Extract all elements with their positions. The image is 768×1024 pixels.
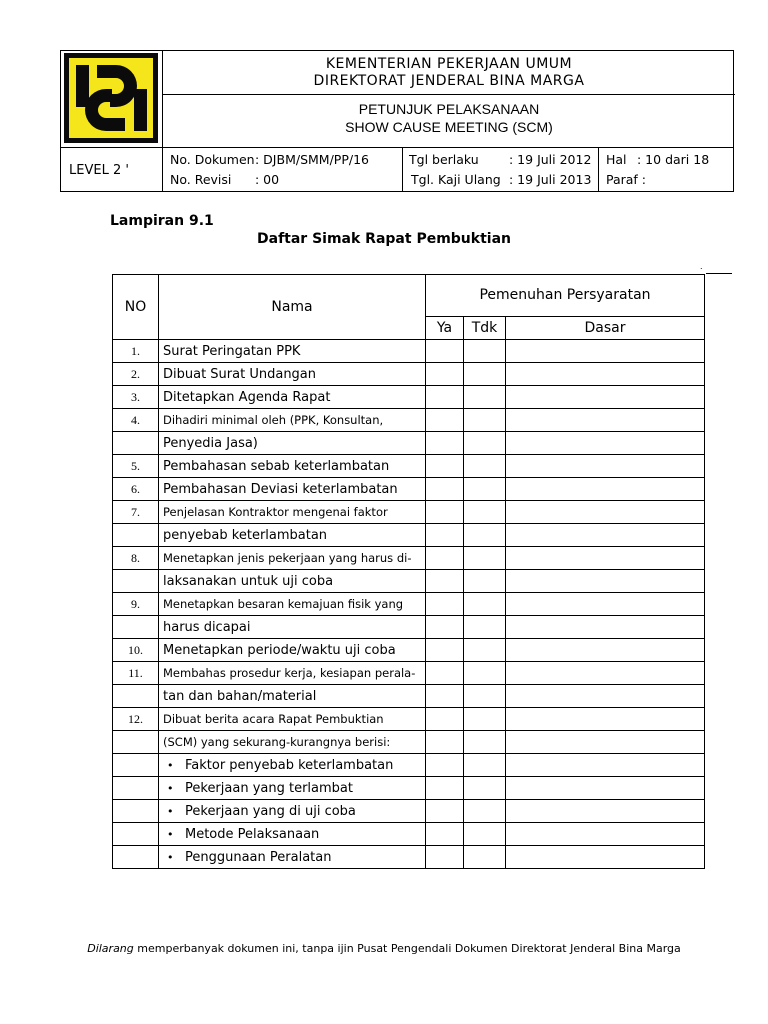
row-nama: harus dicapai bbox=[159, 616, 426, 639]
row-nama: Pembahasan sebab keterlambatan bbox=[159, 455, 426, 478]
row-number bbox=[113, 754, 159, 777]
dasar-cell[interactable] bbox=[506, 501, 705, 524]
row-number bbox=[113, 685, 159, 708]
row-nama: (SCM) yang sekurang-kurangnya berisi: bbox=[159, 731, 426, 754]
row-nama bbox=[159, 846, 426, 869]
page-cell bbox=[599, 148, 733, 192]
row-nama: Penyedia Jasa) bbox=[159, 432, 426, 455]
ya-checkbox-cell[interactable] bbox=[426, 823, 464, 846]
appendix-label: Lampiran 9.1 bbox=[110, 213, 214, 229]
date-cell bbox=[403, 148, 599, 192]
ministry-line-1: KEMENTERIAN PEKERJAAN UMUM bbox=[325, 56, 573, 72]
tgl-berlaku-value: : 19 Juli 2012 bbox=[509, 152, 592, 167]
tdk-checkbox-cell[interactable] bbox=[464, 800, 506, 823]
tdk-checkbox-cell[interactable] bbox=[464, 823, 506, 846]
table-row bbox=[113, 823, 705, 846]
dasar-cell[interactable] bbox=[506, 570, 705, 593]
table-row bbox=[113, 409, 705, 432]
row-nama: Pembahasan Deviasi keterlambatan bbox=[159, 478, 426, 501]
ya-checkbox-cell[interactable] bbox=[426, 800, 464, 823]
dasar-cell[interactable] bbox=[506, 777, 705, 800]
col-header-tdk: Tdk bbox=[464, 316, 506, 339]
footer-notice bbox=[0, 942, 768, 955]
footer-italic: Dilarang bbox=[87, 942, 134, 955]
tdk-checkbox-cell[interactable] bbox=[464, 363, 506, 386]
tdk-checkbox-cell[interactable] bbox=[464, 662, 506, 685]
tdk-checkbox-cell[interactable] bbox=[464, 386, 506, 409]
tdk-checkbox-cell[interactable] bbox=[464, 777, 506, 800]
tgl-berlaku-label: Tgl berlaku bbox=[409, 152, 479, 167]
row-number bbox=[113, 524, 159, 547]
dasar-cell[interactable] bbox=[506, 685, 705, 708]
tdk-checkbox-cell[interactable] bbox=[464, 455, 506, 478]
row-nama: Penjelasan Kontraktor mengenai faktor bbox=[159, 501, 426, 524]
bullet-item: • Pekerjaan yang di uji coba bbox=[163, 804, 356, 819]
col-header-nama: Nama bbox=[159, 275, 426, 340]
dasar-cell[interactable] bbox=[506, 524, 705, 547]
hal-label: Hal bbox=[606, 152, 627, 167]
ya-checkbox-cell[interactable] bbox=[426, 754, 464, 777]
doc-no-value: : DJBM/SMM/PP/16 bbox=[255, 152, 369, 167]
table-row bbox=[113, 639, 705, 662]
title-line-2: SHOW CAUSE MEETING (SCM) bbox=[345, 119, 553, 135]
level-cell bbox=[61, 148, 163, 192]
dasar-cell[interactable] bbox=[506, 478, 705, 501]
ya-checkbox-cell[interactable] bbox=[426, 846, 464, 869]
tdk-checkbox-cell[interactable] bbox=[464, 524, 506, 547]
dasar-cell[interactable] bbox=[506, 547, 705, 570]
table-row bbox=[113, 777, 705, 800]
tdk-checkbox-cell[interactable] bbox=[464, 616, 506, 639]
ya-checkbox-cell[interactable] bbox=[426, 731, 464, 754]
ya-checkbox-cell[interactable] bbox=[426, 501, 464, 524]
tgl-kaji-label: Tgl. Kaji Ulang bbox=[411, 172, 501, 187]
ya-checkbox-cell[interactable] bbox=[426, 593, 464, 616]
row-nama bbox=[159, 777, 426, 800]
table-row bbox=[113, 685, 705, 708]
checklist-title: Daftar Simak Rapat Pembuktian bbox=[257, 231, 511, 247]
table-row bbox=[113, 455, 705, 478]
ya-checkbox-cell[interactable] bbox=[426, 363, 464, 386]
table-row bbox=[113, 800, 705, 823]
level-label: LEVEL 2 ' bbox=[69, 163, 129, 178]
pu-ministry-logo-icon bbox=[64, 53, 158, 143]
row-number bbox=[113, 731, 159, 754]
doc-no-label: No. Dokumen bbox=[170, 152, 255, 167]
row-number bbox=[113, 570, 159, 593]
tdk-checkbox-cell[interactable] bbox=[464, 409, 506, 432]
ministry-name bbox=[163, 51, 735, 95]
table-row bbox=[113, 616, 705, 639]
ya-checkbox-cell[interactable] bbox=[426, 547, 464, 570]
col-header-dasar: Dasar bbox=[506, 316, 705, 339]
row-number: 3. bbox=[113, 386, 159, 409]
dasar-cell[interactable] bbox=[506, 662, 705, 685]
bullet-item: • Penggunaan Peralatan bbox=[163, 850, 331, 865]
row-number bbox=[113, 823, 159, 846]
ya-checkbox-cell[interactable] bbox=[426, 570, 464, 593]
tdk-checkbox-cell[interactable] bbox=[464, 754, 506, 777]
dasar-cell[interactable] bbox=[506, 386, 705, 409]
row-nama: Menetapkan periode/waktu uji coba bbox=[159, 639, 426, 662]
row-nama: Dibuat Surat Undangan bbox=[159, 363, 426, 386]
tdk-checkbox-cell[interactable] bbox=[464, 685, 506, 708]
dasar-cell[interactable] bbox=[506, 731, 705, 754]
ya-checkbox-cell[interactable] bbox=[426, 478, 464, 501]
row-nama bbox=[159, 754, 426, 777]
stray-dot: . bbox=[700, 262, 703, 271]
row-number: 9. bbox=[113, 593, 159, 616]
ya-checkbox-cell[interactable] bbox=[426, 708, 464, 731]
footer-text: memperbanyak dokumen ini, tanpa ijin Pusat Pengendali Dokumen Direktorat Jenderal Bina Marga bbox=[133, 942, 681, 955]
col-header-group: Pemenuhan Persyaratan bbox=[426, 275, 705, 317]
ministry-line-2: DIREKTORAT JENDERAL BINA MARGA bbox=[313, 73, 585, 89]
ya-checkbox-cell[interactable] bbox=[426, 777, 464, 800]
tdk-checkbox-cell[interactable] bbox=[464, 570, 506, 593]
row-number: 1. bbox=[113, 340, 159, 363]
ya-checkbox-cell[interactable] bbox=[426, 616, 464, 639]
revisi-value: : 00 bbox=[255, 172, 280, 187]
bullet-item: • Metode Pelaksanaan bbox=[163, 827, 319, 842]
row-number bbox=[113, 846, 159, 869]
dasar-cell[interactable] bbox=[506, 639, 705, 662]
table-row bbox=[113, 754, 705, 777]
row-number: 11. bbox=[113, 662, 159, 685]
row-nama: tan dan bahan/material bbox=[159, 685, 426, 708]
row-nama bbox=[159, 823, 426, 846]
row-nama: penyebab keterlambatan bbox=[159, 524, 426, 547]
tdk-checkbox-cell[interactable] bbox=[464, 593, 506, 616]
tdk-checkbox-cell[interactable] bbox=[464, 501, 506, 524]
row-number: 10. bbox=[113, 639, 159, 662]
ya-checkbox-cell[interactable] bbox=[426, 685, 464, 708]
row-number: 4. bbox=[113, 409, 159, 432]
row-number bbox=[113, 616, 159, 639]
ya-checkbox-cell[interactable] bbox=[426, 662, 464, 685]
table-row bbox=[113, 386, 705, 409]
tdk-checkbox-cell[interactable] bbox=[464, 547, 506, 570]
row-nama: Ditetapkan Agenda Rapat bbox=[159, 386, 426, 409]
ya-checkbox-cell[interactable] bbox=[426, 386, 464, 409]
document-title-box bbox=[163, 95, 735, 152]
dasar-cell[interactable] bbox=[506, 455, 705, 478]
row-number: 7. bbox=[113, 501, 159, 524]
row-nama: Menetapkan besaran kemajuan fisik yang bbox=[159, 593, 426, 616]
row-number bbox=[113, 777, 159, 800]
row-number: 8. bbox=[113, 547, 159, 570]
table-row bbox=[113, 846, 705, 869]
doc-number-cell bbox=[163, 148, 403, 192]
table-row bbox=[113, 432, 705, 455]
title-line-1: PETUNJUK PELAKSANAAN bbox=[358, 101, 540, 117]
row-nama: Dibuat berita acara Rapat Pembuktian bbox=[159, 708, 426, 731]
table-row bbox=[113, 593, 705, 616]
ya-checkbox-cell[interactable] bbox=[426, 524, 464, 547]
checklist-table bbox=[112, 274, 705, 869]
table-row bbox=[113, 340, 705, 363]
tdk-checkbox-cell[interactable] bbox=[464, 846, 506, 869]
ya-checkbox-cell[interactable] bbox=[426, 409, 464, 432]
dasar-cell[interactable] bbox=[506, 593, 705, 616]
document-meta-row bbox=[61, 147, 733, 192]
document-header bbox=[60, 50, 734, 192]
tdk-checkbox-cell[interactable] bbox=[464, 432, 506, 455]
hal-value: : 10 dari 18 bbox=[637, 152, 710, 167]
dasar-cell[interactable] bbox=[506, 616, 705, 639]
table-top-rule bbox=[706, 273, 732, 274]
dasar-cell[interactable] bbox=[506, 846, 705, 869]
table-row bbox=[113, 478, 705, 501]
row-nama: Membahas prosedur kerja, kesiapan perala- bbox=[159, 662, 426, 685]
dasar-cell[interactable] bbox=[506, 708, 705, 731]
row-number: 5. bbox=[113, 455, 159, 478]
row-number: 2. bbox=[113, 363, 159, 386]
table-row bbox=[113, 570, 705, 593]
paraf-label: Paraf : bbox=[606, 172, 647, 187]
tdk-checkbox-cell[interactable] bbox=[464, 708, 506, 731]
dasar-cell[interactable] bbox=[506, 754, 705, 777]
row-number bbox=[113, 800, 159, 823]
table-row bbox=[113, 708, 705, 731]
tgl-kaji-value: : 19 Juli 2013 bbox=[509, 172, 592, 187]
table-row bbox=[113, 731, 705, 754]
row-number: 12. bbox=[113, 708, 159, 731]
bullet-item: • Faktor penyebab keterlambatan bbox=[163, 758, 393, 773]
table-row bbox=[113, 662, 705, 685]
table-row bbox=[113, 363, 705, 386]
dasar-cell[interactable] bbox=[506, 340, 705, 363]
row-nama: Menetapkan jenis pekerjaan yang harus di- bbox=[159, 547, 426, 570]
row-nama: Surat Peringatan PPK bbox=[159, 340, 426, 363]
ya-checkbox-cell[interactable] bbox=[426, 340, 464, 363]
dasar-cell[interactable] bbox=[506, 823, 705, 846]
logo-cell bbox=[61, 51, 163, 147]
dasar-cell[interactable] bbox=[506, 409, 705, 432]
row-nama: laksanakan untuk uji coba bbox=[159, 570, 426, 593]
row-nama: Dihadiri minimal oleh (PPK, Konsultan, bbox=[159, 409, 426, 432]
ya-checkbox-cell[interactable] bbox=[426, 455, 464, 478]
row-number: 6. bbox=[113, 478, 159, 501]
bullet-item: • Pekerjaan yang terlambat bbox=[163, 781, 353, 796]
row-nama bbox=[159, 800, 426, 823]
tdk-checkbox-cell[interactable] bbox=[464, 639, 506, 662]
table-row bbox=[113, 501, 705, 524]
table-row bbox=[113, 547, 705, 570]
tdk-checkbox-cell[interactable] bbox=[464, 731, 506, 754]
ya-checkbox-cell[interactable] bbox=[426, 432, 464, 455]
col-header-ya: Ya bbox=[426, 316, 464, 339]
tdk-checkbox-cell[interactable] bbox=[464, 340, 506, 363]
dasar-cell[interactable] bbox=[506, 432, 705, 455]
checklist-body bbox=[113, 340, 705, 869]
dasar-cell[interactable] bbox=[506, 363, 705, 386]
ya-checkbox-cell[interactable] bbox=[426, 639, 464, 662]
dasar-cell[interactable] bbox=[506, 800, 705, 823]
row-number bbox=[113, 432, 159, 455]
table-row bbox=[113, 524, 705, 547]
tdk-checkbox-cell[interactable] bbox=[464, 478, 506, 501]
col-header-no: NO bbox=[113, 275, 159, 340]
revisi-label: No. Revisi bbox=[170, 172, 232, 187]
